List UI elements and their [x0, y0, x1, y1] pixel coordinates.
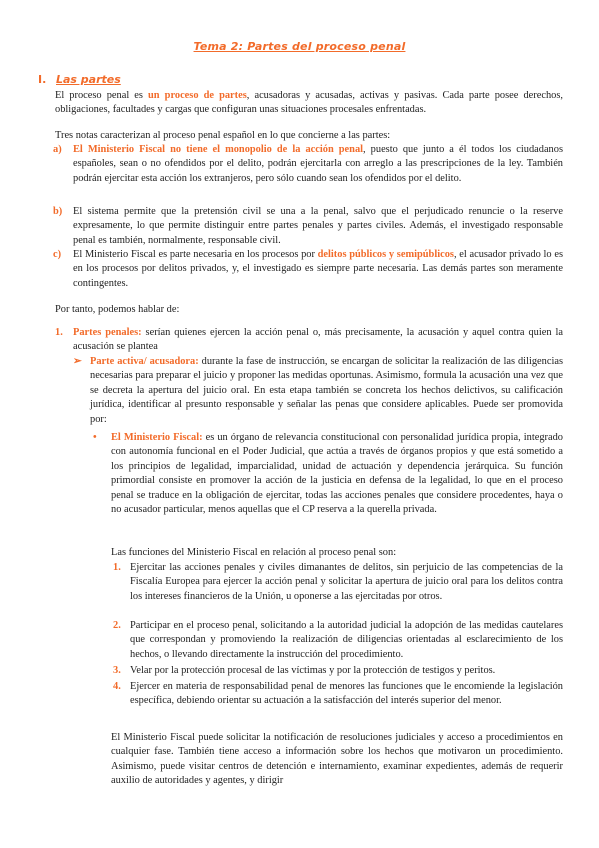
bullet-text: es un órgano de relevancia constitucional con personalidad jurídica propia, integrado con autonomía funcional en el Poder Judicial, que actúa a través de órganos propios y que está sometido a los principios de legalidad, imparcialidad, unidad de actuación y dependencia jerárquica. Su función primordial consiste en promover la acción de la justicia en defensa de la legalidad, lo que en el proceso penal se traduce en la obligación de ejercitar, todas las acciones penales que considere procedentes, haya o no acusador particular, menos aquellas que el CP reserva a la querella privada. — [111, 432, 563, 516]
funcion-4-marker: 4. — [113, 681, 121, 692]
arrow-bullet-icon: ➢ — [73, 356, 82, 367]
por-tanto: Por tanto, podemos hablar de: — [55, 304, 180, 315]
section-number: I. — [38, 73, 47, 86]
note-c-highlight: delitos públicos y semipúblicos — [317, 249, 454, 260]
funcion-3-marker: 3. — [113, 665, 121, 676]
note-a-highlight: El Ministerio Fiscal no tiene el monopolio de la acción penal — [73, 144, 364, 155]
intro-highlight: un proceso de partes — [148, 90, 247, 101]
item-1 — [73, 326, 563, 355]
note-b-text: El sistema permite que la pretensión civil se una a la penal, salvo que el perjudicado renuncie o la reserve expresamente, lo que permite distinguir entre partes penales y partes civiles. Además, el investigado responsable penal es también, normalmente, responsable civil. — [73, 206, 563, 246]
sub-item-highlight: Parte activa/ acusadora: — [90, 356, 199, 367]
note-b — [73, 205, 563, 248]
item-1-marker: 1. — [55, 327, 63, 338]
intro-text-pre: El proceso penal es — [55, 90, 149, 101]
sub-item-parte-activa — [90, 355, 563, 427]
intro-text-post: , acusadoras y acusadas, activas y pasivas. Cada parte posee derechos, obligaciones, facultades y cargas que configuran unas situaciones procesales enfrentadas. — [55, 90, 563, 116]
intro-paragraph — [55, 89, 563, 118]
final-paragraph: El Ministerio Fiscal puede solicitar la notificación de resoluciones judiciales y acceso a procedimientos en cualquier fase. También tiene acceso a información sobre los hechos que motivaron un procedimiento. Asimismo, puede visitar centros de detención e internamiento, examinar expedientes, además de requerir auxilio de autoridades y agentes, y dirigir — [111, 732, 563, 787]
funciones-intro: Las funciones del Ministerio Fiscal en relación al proceso penal son: — [111, 547, 397, 558]
item-1-highlight: Partes penales: — [73, 327, 142, 338]
funcion-4: Ejercer en materia de responsabilidad penal de menores las funciones que le encomiende la legislación específica, debiendo orientar su actuación a la satisfacción del interés superior del menor. — [130, 681, 563, 707]
note-a — [73, 143, 563, 186]
funcion-2-marker: 2. — [113, 620, 121, 631]
document-title: Tema 2: Partes del proceso penal — [193, 40, 406, 53]
funcion-1-marker: 1. — [113, 562, 121, 573]
item-1-text: serían quienes ejercen la acción penal o, más precisamente, la acusación y aquel contra quien la acusación se plantea — [73, 327, 563, 353]
note-a-text: , puesto que junto a él todos los ciudadanos españoles, sean o no ofendidos por el delito, podrán ejercitarla con arreglo a las prescripciones de la ley. También podrán ejercitar esta acción los extranjeros, pero sólo cuando sean los ofendidos por el delito. — [73, 144, 563, 184]
note-b-marker: b) — [53, 206, 63, 217]
funcion-3: Velar por la protección procesal de las víctimas y por la protección de testigos y peritos. — [130, 665, 496, 676]
note-a-marker: a) — [53, 144, 62, 155]
bullet-dot-icon: • — [93, 432, 97, 443]
note-c-text-post: , el acusador privado lo es en los procesos por delitos privados, y, el investigado es siempre parte necesaria. Las demás partes son meramente contingentes. — [73, 249, 563, 289]
section-label: Las partes — [56, 73, 121, 86]
section-heading — [38, 73, 121, 86]
funcion-2: Participar en el proceso penal, solicitando a la autoridad judicial la adopción de las medidas cautelares que correspondan y promoviendo la realización de diligencias orientadas al esclarecimiento de los hechos, o llevando directamente la instrucción del procedimiento. — [130, 620, 563, 660]
bullet-ministerio-fiscal — [111, 431, 563, 517]
sub-item-text: durante la fase de instrucción, se encargan de solicitar la realización de las diligencias necesarias para preparar el juicio y proponer las medidas oportunas. Asimismo, formula la acusación una vez que se decreta la apertura del juicio oral. En esta etapa también se concreta los hechos delictivos, su calificación jurídica, identificar al presunto responsable y señalar las penas que considere aplicables. Puede ser promovida por: — [90, 356, 564, 425]
note-c-text-pre: El Ministerio Fiscal es parte necesaria en los procesos por — [73, 249, 318, 260]
note-c — [73, 248, 563, 291]
bullet-highlight: El Ministerio Fiscal: — [111, 432, 203, 443]
note-c-marker: c) — [53, 249, 62, 260]
notes-intro: Tres notas caracterizan al proceso penal español en lo que concierne a las partes: — [55, 130, 391, 141]
funcion-1: Ejercitar las acciones penales y civiles dimanantes de delitos, sin perjuicio de las competencias de la Fiscalía Europea para ejercer la acción penal y solicitar la apertura de juicio oral para los delitos contra los intereses financieros de la Unión, u oponerse a las ejercitadas por otros. — [130, 562, 563, 602]
